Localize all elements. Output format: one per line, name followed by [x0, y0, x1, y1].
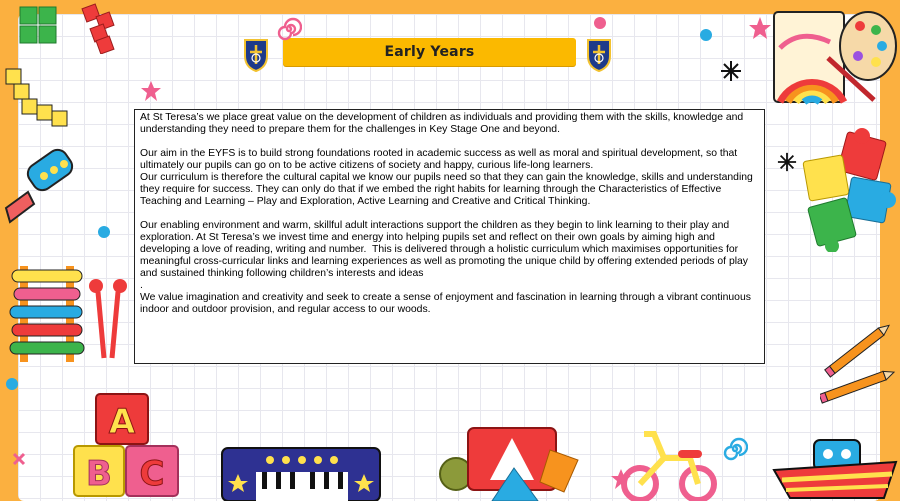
paragraph-aim: Our aim in the EYFS is to build strong foundations rooted in academic success as well as moral and spiritual development, so that ultimately our pupils can go on to be active citizens of society and happy, curious life-long learners.: [140, 148, 741, 171]
small-x-icon: [12, 452, 26, 466]
pink-star-icon: [140, 80, 162, 102]
abc-blocks-icon: [60, 388, 190, 501]
paragraph-creativity: We value imagination and creativity and seek to create a sense of enjoyment and fascination in learning through a vibrant continuous indoor and outdoor provision, and regular access to our woods.: [140, 292, 754, 315]
page-title-bar: [283, 38, 576, 66]
page-title: Early Years: [384, 44, 475, 60]
blue-dot: [700, 29, 712, 41]
paragraph-intro: At St Teresa’s we place great value on the development of children as individuals and providing them with the skills, knowledge and understanding they need to prepare them for the challenges in Key Stage One and beyond.: [140, 112, 747, 135]
sparkle-icon: [720, 60, 742, 82]
puzzle-pieces-icon: [798, 128, 900, 252]
school-crest-left-icon: [243, 38, 269, 72]
sparkle-icon: [777, 152, 797, 172]
swirl-icon: [276, 16, 302, 42]
tetris-yellow-block-icon: [4, 65, 74, 135]
shape-toys-icon: [438, 420, 588, 501]
tetris-red-block-icon: [80, 0, 124, 54]
art-palette-rainbow-icon: [770, 8, 898, 108]
early-years-text-box: [134, 109, 765, 364]
pencils-icon: [820, 310, 900, 406]
toy-keyboard-icon: [220, 444, 382, 501]
trumpet-icon: [2, 148, 84, 228]
blue-dot: [98, 226, 110, 238]
balance-bike-icon: [620, 428, 720, 501]
block-letter-b: B: [86, 454, 112, 494]
block-letter-c: C: [139, 454, 165, 494]
swirl-icon: [722, 436, 748, 462]
paragraph-spacer: [140, 136, 760, 148]
tetris-green-block-icon: [18, 5, 60, 47]
paragraph-environment: Our enabling environment and warm, skillful adult interactions support the children as they begin to link learning to their play and exploration. At St Teresa’s we invest time and energy into helping pupils set and reflect on their own goals by aiming high and developing a love of reading, writing and number. This is delivered through a holistic curriculum which maximises opportunities for meaningful cross-curricular links and learning experiences as well as promoting the unique child by offering extended periods of play and sustained thinking following children’s interests and ideas: [140, 220, 751, 279]
paragraph-curriculum: Our curriculum is therefore the cultural capital we know our pupils need so that they can gain the knowledge, skills and understanding they require for success. They can only do that if we embed the right habits for learning through the Characteristics of Effective Teaching and Learning – Play and Exploration, Active Learning and Creative and Critical Thinking.: [140, 172, 756, 207]
toy-boat-icon: [770, 432, 900, 501]
blue-dot: [6, 378, 18, 390]
xylophone-icon: [6, 262, 132, 366]
paragraph-dot: .: [140, 280, 143, 291]
paragraph-spacer: [140, 208, 760, 220]
school-crest-right-icon: [586, 38, 612, 72]
pink-star-icon: [748, 16, 772, 40]
pink-dot: [594, 17, 606, 29]
block-letter-a: A: [108, 402, 136, 442]
